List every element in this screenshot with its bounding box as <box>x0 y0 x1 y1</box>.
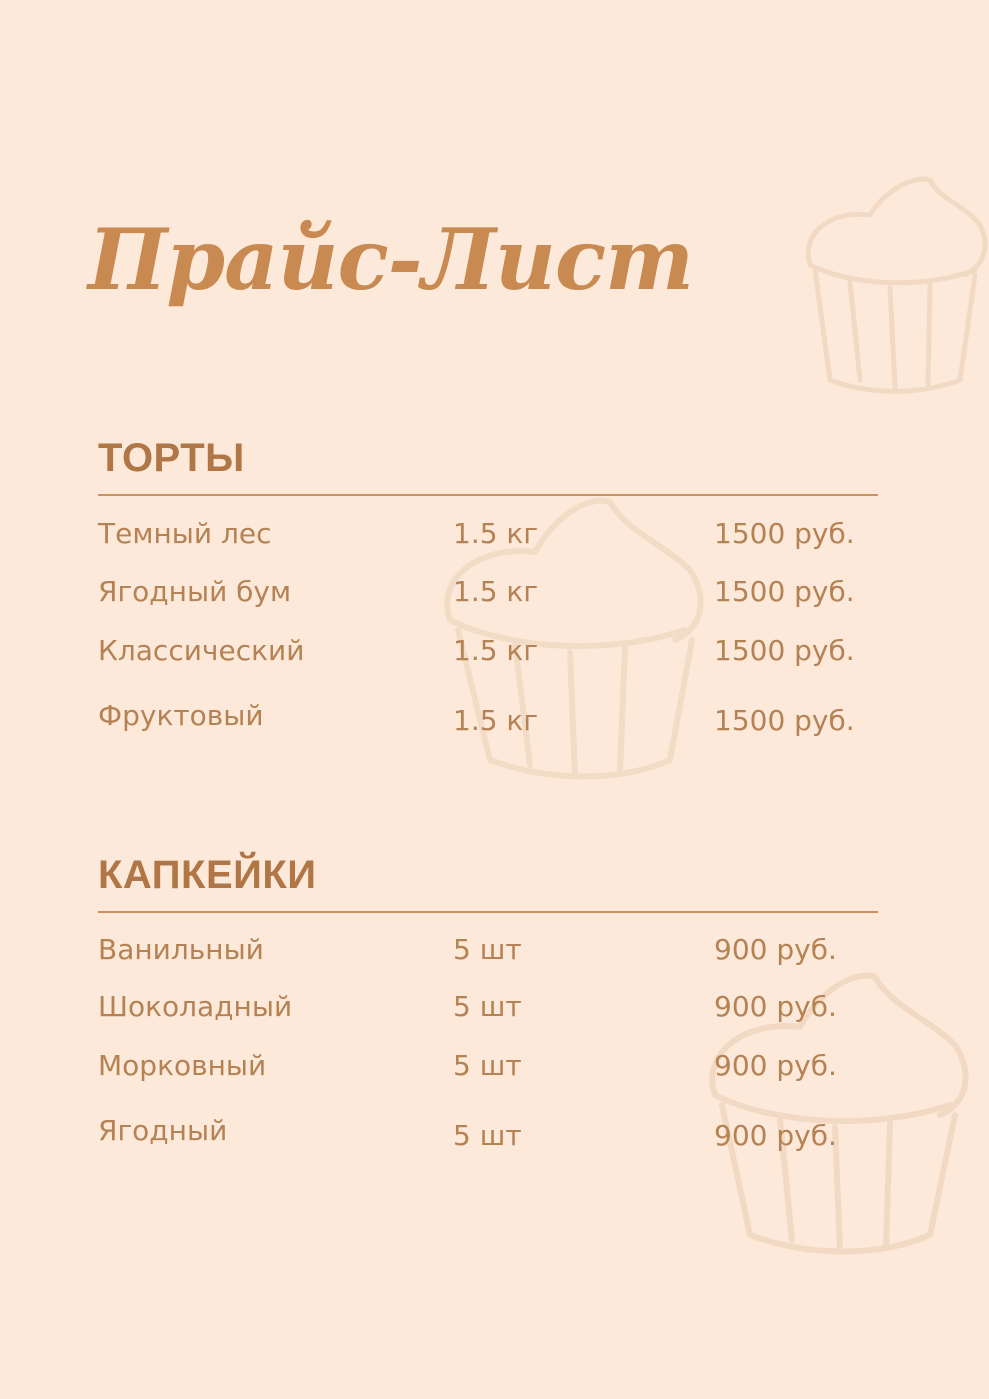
item-quantity: 5 шт <box>453 989 522 1023</box>
divider <box>98 494 878 496</box>
item-name: Классический <box>98 633 305 667</box>
item-quantity: 1.5 кг <box>453 633 539 667</box>
list-item <box>98 987 878 1027</box>
item-price: 900 руб. <box>714 1048 837 1082</box>
divider <box>98 911 878 913</box>
item-name: Ягодный бум <box>98 574 292 608</box>
item-price: 900 руб. <box>714 989 837 1023</box>
item-name: Шоколадный <box>98 989 293 1023</box>
list-item <box>98 930 878 970</box>
item-quantity: 5 шт <box>453 1048 522 1082</box>
item-quantity: 1.5 кг <box>453 574 539 608</box>
item-name: Темный лес <box>98 516 272 550</box>
item-quantity: 5 шт <box>453 932 522 966</box>
section-heading: ТОРТЫ <box>98 436 245 480</box>
section-cupcakes <box>98 853 878 1152</box>
list-item <box>98 1111 878 1151</box>
item-price: 1500 руб. <box>714 633 855 667</box>
item-quantity: 1.5 кг <box>453 516 539 550</box>
item-price: 900 руб. <box>714 1118 837 1152</box>
section-heading: КАПКЕЙКИ <box>98 853 317 897</box>
list-item <box>98 514 878 554</box>
list-item <box>98 631 878 671</box>
section-cakes <box>98 436 878 737</box>
item-name: Ягодный <box>98 1113 228 1147</box>
item-name: Фруктовый <box>98 698 264 732</box>
item-quantity: 1.5 кг <box>453 703 539 737</box>
cupcake-icon <box>790 170 989 400</box>
item-price: 1500 руб. <box>714 703 855 737</box>
item-quantity: 5 шт <box>453 1118 522 1152</box>
item-price: 1500 руб. <box>714 516 855 550</box>
list-item <box>98 696 878 736</box>
list-item <box>98 1046 878 1086</box>
item-name: Ванильный <box>98 932 264 966</box>
item-price: 900 руб. <box>714 932 837 966</box>
list-item <box>98 572 878 612</box>
item-price: 1500 руб. <box>714 574 855 608</box>
page-title: Прайс-Лист <box>88 210 693 309</box>
item-name: Морковный <box>98 1048 267 1082</box>
